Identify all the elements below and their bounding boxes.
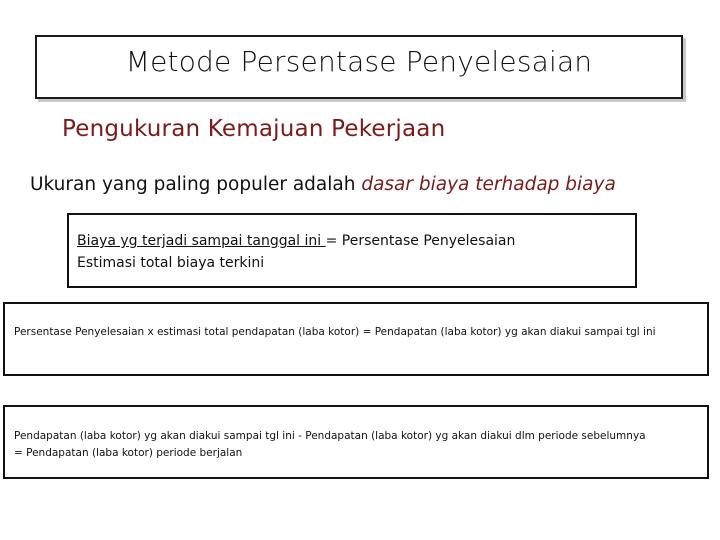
period-revenue-line1: Pendapatan (laba kotor) yg akan diakui sampai tgl ini - Pendapatan (laba kotor) yg akan diakui dlm periode sebelumnya [14,430,646,442]
intro-plain: Ukuran yang paling populer adalah [30,174,362,195]
revenue-recognition-text: Persentase Penyelesaian x estimasi total pendapatan (laba kotor) = Pendapatan (laba kotor) yg akan diakui sampai tgl ini [14,326,656,338]
period-revenue-line2: = Pendapatan (laba kotor) periode berjalan [14,447,243,459]
slide-subtitle: Pengukuran Kemajuan Pekerjaan [62,116,446,142]
intro-emphasis: dasar biaya terhadap biaya [361,174,616,195]
formula-numerator: Biaya yg terjadi sampai tanggal ini [77,233,326,249]
formula-numerator-line [77,233,515,249]
formula-denominator: Estimasi total biaya terkini [77,255,265,271]
title-box [35,35,683,99]
period-revenue-box [3,405,709,479]
formula-result: = Persentase Penyelesaian [325,233,516,249]
intro-text [30,174,616,195]
formula-box [67,213,637,288]
slide-title: Metode Persentase Penyelesaian [125,45,593,78]
revenue-recognition-box [3,302,709,376]
